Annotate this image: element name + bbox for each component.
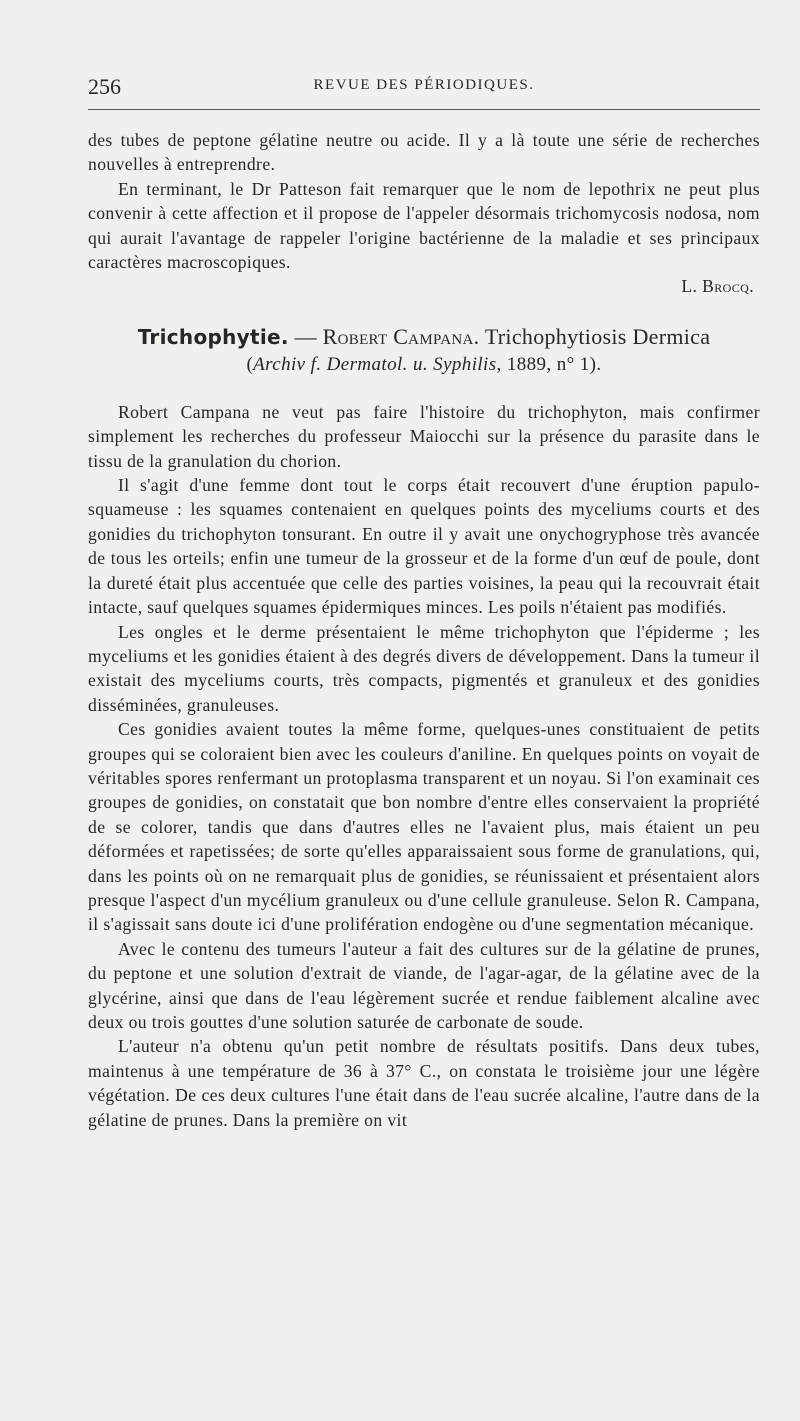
header-rule (88, 109, 760, 110)
section-heading (88, 323, 760, 378)
paragraph: Robert Campana ne veut pas faire l'histoire du trichophyton, mais confirmer simplement les recherches du professeur Maiocchi sur la présence du parasite dans le tissu de la granulation du chorion. (88, 401, 760, 471)
citation-rest: , 1889, n° 1). (496, 353, 602, 375)
section-author: Robert Campana (322, 323, 474, 349)
page-number: 256 (88, 74, 121, 99)
article-body (88, 128, 760, 1132)
section-separator: — (288, 323, 323, 349)
section-title: Trichophytie. (137, 324, 289, 349)
paragraph: Ces gonidies avaient toutes la même forme, quelques-unes constituaient de petits groupes qui se coloraient bien avec les couleurs d'aniline. En quelques points on voyait de véritables spores renfermant un protoplasma transparent et un noyau. Si l'on examinait ces groupes de gonidies, on constatait que bon nombre d'entre elles conservaient la propriété de se colorer, tandis que dans d'autres elles ne l'avaient plus, mais étaient un peu déformées et rapetissées; de sorte qu'elles apparaissaient sous forme de granulations, qui, dans les points où on ne remarquait plus de gonidies, se réunissaient et présentaient alors presque l'aspect d'un mycélium granuleux ou d'une cellule granuleuse. Selon R. Campana, il s'agissait sans doute ici d'une prolifération endogène ou d'une segmentation mécanique. (88, 719, 760, 935)
running-title: REVUE DES PÉRIODIQUES. (313, 77, 535, 93)
page-header (88, 74, 760, 100)
paragraph: En terminant, le Dr Patteson fait remarquer que le nom de lepothrix ne peut plus convenir à cette affection et il propose de l'appeler désormais trichomycosis nodosa, nom qui aurait l'avantage de rappeler l'origine bactérienne de la maladie et ses principaux caractères macroscopiques. (88, 178, 760, 273)
section-subject: . Trichophytiosis Dermica (473, 323, 711, 349)
paragraph: Avec le contenu des tumeurs l'auteur a fait des cultures sur de la gélatine de prunes, du peptone et une solution d'extrait de viande, de l'agar-agar, de la gélatine avec de la glycérine, ainsi que dans de l'eau légèrement sucrée et rendue faiblement alcaline avec deux ou trois gouttes d'une solution saturée de carbonate de soude. (88, 938, 760, 1032)
citation-open: ( (246, 353, 254, 375)
paragraph: Les ongles et le derme présentaient le même trichophyton que l'épiderme ; les myceliums et les gonidies étaient à des degrés divers de développement. Dans la tumeur il existait des myceliums courts, très compacts, pigmentés et granuleux et des gonidies disséminées, granuleuses. (88, 621, 760, 715)
paragraph: des tubes de peptone gélatine neutre ou acide. Il y a là toute une série de recherches nouvelles à entreprendre. (88, 130, 760, 175)
signature: L. Brocq. (681, 276, 754, 297)
paragraph: L'auteur n'a obtenu qu'un petit nombre de résultats positifs. Dans deux tubes, maintenus à une température de 36 à 37° C., on constata le troisième jour une légère végétation. De ces deux cultures l'une était dans de l'eau sucrée alcaline, l'autre dans de la gélatine de prunes. Dans la première on vit (88, 1036, 760, 1130)
paragraph: Il s'agit d'une femme dont tout le corps était recouvert d'une éruption papulo-squameuse : les squames contenaient en quelques points des myceliums courts et des gonidies du trichophyton tonsurant. En outre il y avait une onychogryphose très avancée de tous les orteils; enfin une tumeur de la grosseur et de la forme d'un œuf de poule, dont la dureté était plus accentuée que celle des parties voisines, la peau qui la recouvrait était intacte, sauf quelques squames épidermiques minces. Les poils n'étaient pas modifiés. (88, 475, 760, 618)
citation-journal: Archiv f. Dermatol. u. Syphilis (253, 353, 497, 375)
